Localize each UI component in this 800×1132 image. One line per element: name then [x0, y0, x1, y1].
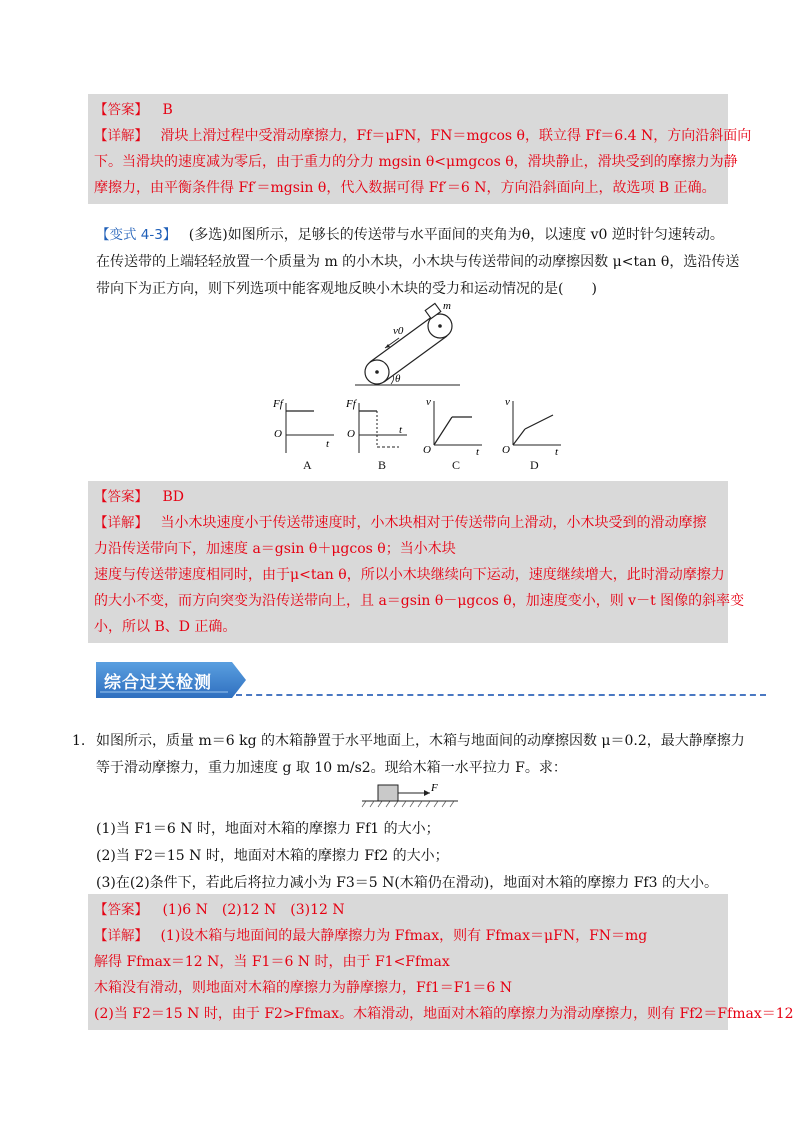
- question-line: [96, 222, 736, 249]
- x-label: t: [399, 424, 403, 436]
- detail-text: 力沿传送带向下，加速度 a＝gsin θ＋μgcos θ；当小木块: [94, 541, 456, 557]
- variant-tag: 【变式 4-3】: [96, 227, 177, 243]
- x-label: t: [476, 446, 480, 458]
- detail-line: [94, 123, 752, 149]
- answer-box-3: [88, 894, 794, 1030]
- answer-line: [94, 897, 722, 923]
- detail-tag: 【详解】: [94, 515, 148, 531]
- answer-line: [94, 484, 722, 510]
- option-a-graph: [270, 395, 340, 455]
- velocity-label: v0: [393, 325, 404, 337]
- option-b-letter: B: [378, 458, 387, 472]
- option-c-letter: C: [452, 458, 461, 472]
- graph-steep: [513, 429, 525, 445]
- question-1: [96, 728, 745, 782]
- mass-label: m: [443, 300, 451, 312]
- question-part: (1)当 F1＝6 N 时，地面对木箱的摩擦力 Ff1 的大小；: [96, 821, 440, 837]
- detail-text: (2)当 F2＝15 N 时，由于 F2>Ffmax。木箱滑动，地面对木箱的摩擦力为滑动摩擦力，则有 Ff2＝Ffmax＝12: [94, 1006, 794, 1022]
- detail-line: [94, 923, 722, 949]
- section-divider: [236, 694, 766, 696]
- detail-text: 速度与传送带速度相同时，由于μ<tan θ，所以小木块继续向下运动，速度继续增大，此时滑动摩擦力: [94, 567, 725, 583]
- force-label: F: [431, 782, 438, 794]
- answer-value: B: [162, 102, 173, 118]
- answer-value: BD: [162, 489, 184, 505]
- option-d-letter: D: [530, 458, 539, 472]
- question-part: (3)在(2)条件下，若此后将拉力减小为 F3＝5 N(木箱仍在滑动)，地面对木箱的摩擦力 Ff3 的大小。: [96, 875, 718, 891]
- graph-gentle: [525, 415, 553, 429]
- detail-text: 滑块上滑过程中受滑动摩擦力，Ff＝μFN，FN＝mgcos θ，联立得 Ff＝6.4 N，方向沿斜面向: [160, 128, 752, 144]
- question-number: 1.: [72, 733, 86, 749]
- question-text: (多选)如图所示，足够长的传送带与水平面间的夹角为θ，以速度 v0 逆时针匀速转动。: [188, 227, 724, 243]
- force-arrowhead: [424, 790, 430, 796]
- question-text: 带向下为正方向，则下列选项中能客观地反映小木块的受力和运动情况的是( ): [96, 281, 597, 297]
- answer-tag: 【答案】: [94, 902, 148, 918]
- belt-top: [370, 316, 433, 362]
- crate: [378, 785, 398, 801]
- variant-question: [96, 222, 740, 303]
- question-text: 等于滑动摩擦力，重力加速度 g 取 10 m/s2。现给木箱一水平拉力 F。求：: [96, 760, 567, 776]
- detail-text: 当小木块速度小于传送带速度时，小木块相对于传送带向上滑动，小木块受到的滑动摩擦: [160, 515, 707, 531]
- detail-text: 小，所以 B、D 正确。: [94, 619, 237, 635]
- floor-hatching: [362, 801, 454, 807]
- answer-box-1: [88, 94, 752, 204]
- lower-axle: [375, 370, 379, 374]
- origin-label: O: [502, 444, 510, 456]
- detail-text: 木箱没有滑动，则地面对木箱的摩擦力为静摩擦力，Ff1＝F1＝6 N: [94, 980, 513, 996]
- y-label: Ff: [273, 398, 283, 410]
- option-d-graph: [497, 395, 567, 458]
- detail-line: [94, 510, 722, 536]
- section-title: 综合过关检测: [104, 673, 212, 693]
- detail-text: 解得 Ffmax＝12 N，当 F1＝6 N 时，由于 F1<Ffmax: [94, 954, 450, 970]
- option-a-letter: A: [303, 458, 312, 472]
- detail-tag: 【详解】: [94, 128, 148, 144]
- answer-line: [94, 97, 722, 123]
- detail-text: 摩擦力，由平衡条件得 Ff′＝mgsin θ，代入数据可得 Ff′＝6 N，方向沿斜面向上，故选项 B 正确。: [94, 180, 716, 196]
- origin-label: O: [347, 428, 355, 440]
- y-label: Ff: [346, 398, 356, 410]
- answer-tag: 【答案】: [94, 102, 148, 118]
- x-label: t: [555, 446, 559, 458]
- origin-label: O: [423, 444, 431, 456]
- answer-value: (1)6 N (2)12 N (3)12 N: [162, 902, 345, 918]
- option-b-graph: [343, 395, 413, 455]
- x-label: t: [326, 438, 330, 450]
- question-text: 在传送带的上端轻轻放置一个质量为 m 的小木块，小木块与传送带间的动摩擦因数 μ<tan θ，选沿传送: [96, 254, 740, 270]
- question-part: (2)当 F2＝15 N 时，地面对木箱的摩擦力 Ff2 的大小；: [96, 848, 449, 864]
- detail-tag: 【详解】: [94, 928, 148, 944]
- detail-text: 下。当滑块的速度减为零后，由于重力的分力 mgsin θ<μmgcos θ，滑块静止，滑块受到的摩擦力为静: [94, 154, 738, 170]
- conveyor-figure: [355, 300, 465, 390]
- origin-label: O: [274, 428, 282, 440]
- crate-figure: [360, 781, 460, 809]
- detail-text: (1)设木箱与地面间的最大静摩擦力为 Ffmax，则有 Ffmax＝μFN，FN＝mg: [160, 928, 648, 944]
- question-text: 如图所示，质量 m＝6 kg 的木箱静置于水平地面上，木箱与地面间的动摩擦因数 μ＝0.2，最大静摩擦力: [96, 733, 745, 749]
- y-label: v: [505, 396, 510, 408]
- answer-tag: 【答案】: [94, 489, 148, 505]
- angle-label: θ: [395, 373, 401, 385]
- option-c-graph: [418, 395, 488, 458]
- question-1-parts: [96, 816, 736, 897]
- upper-axle: [438, 324, 442, 328]
- detail-text: 的大小不变，而方向突变为沿传送带向上，且 a＝gsin θ－μgcos θ，加速度变小，则 v－t 图像的斜率变: [94, 593, 745, 609]
- graph-rise: [434, 417, 452, 445]
- answer-box-2: [88, 481, 745, 643]
- wood-block: [425, 303, 441, 318]
- y-label: v: [426, 396, 431, 408]
